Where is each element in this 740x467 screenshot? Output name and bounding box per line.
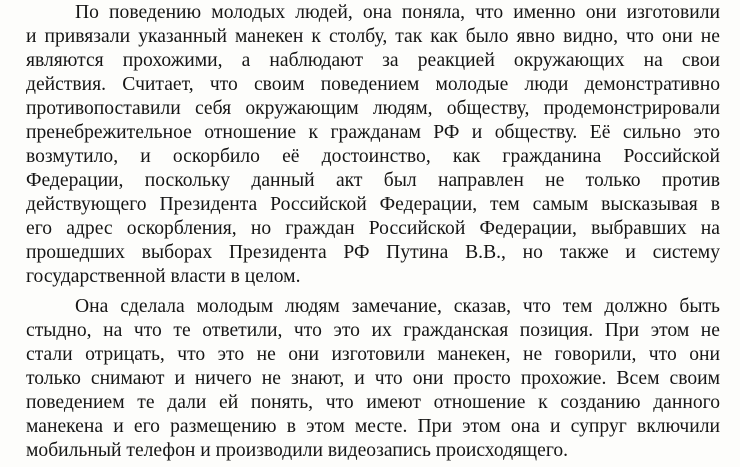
text-line: прошедших выборах Президента РФ Путина В.В., но также и систему <box>26 242 720 263</box>
text-line: Она сделала молодым людям замечание, сказав, что тем должно быть <box>75 296 720 317</box>
text-line: только снимают и ничего не знают, и что они просто прохожие. Всем своим <box>26 368 720 389</box>
text-line: его адрес оскорбления, но граждан Российской Федерации, выбравших на <box>26 218 720 239</box>
text-line: стали отрицать, что это не они изготовили манекен, не говорили, что они <box>26 344 720 365</box>
text-line: пренебрежительное отношение к гражданам РФ и обществу. Её сильно это <box>26 122 720 143</box>
text-line: действующего Президента Российской Федерации, тем самым высказывая в <box>26 194 720 215</box>
text-line: манекена и его размещению в этом месте. При этом она и супруг включили <box>26 416 720 437</box>
text-line: действия. Считает, что своим поведением молодые люди демонстративно <box>26 74 720 95</box>
text-line: возмутило, и оскорбило её достоинство, как гражданина Российской <box>26 146 720 167</box>
text-line: государственной власти в целом. <box>26 266 301 287</box>
text-line: стыдно, на что те ответили, что это их гражданская позиция. При этом не <box>26 320 720 341</box>
text-line: По поведению молодых людей, она поняла, что именно они изготовили <box>75 2 720 23</box>
text-line: и привязали указанный манекен к столбу, так как было явно видно, что они не <box>26 26 720 47</box>
text-line: являются прохожими, а наблюдают за реакцией окружающих на свои <box>26 50 720 71</box>
text-line: противопоставили себя окружающим людям, обществу, продемонстрировали <box>26 98 720 119</box>
text-line: мобильный телефон и производили видеозапись происходящего. <box>26 440 569 461</box>
text-line: поведением те дали ей понять, что имеют отношение к созданию данного <box>26 392 720 413</box>
text-line: Федерации, поскольку данный акт был направлен не только против <box>26 170 720 191</box>
paragraph-2 <box>0 295 740 467</box>
